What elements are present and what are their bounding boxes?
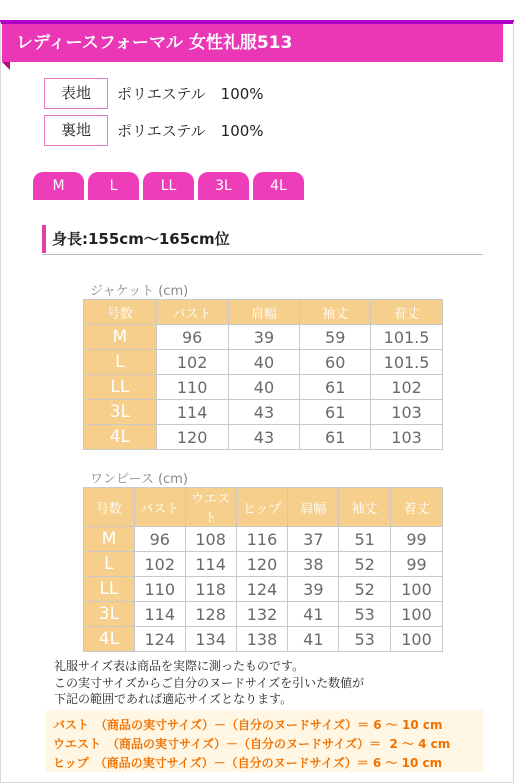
material-label: 裏地 [44,115,108,146]
table-row [84,400,443,425]
measurement-cell: 39 [288,577,339,602]
size-tabs [33,172,308,200]
measurement-cell: 100 [391,577,443,602]
column-header: ヒップ [236,488,288,527]
measurement-cell: 118 [185,577,236,602]
size-cell: 3L [84,400,157,425]
size-cell: 4L [84,627,135,652]
measurement-cell: 38 [288,552,339,577]
measurement-cell: 102 [134,552,185,577]
measurement-cell: 116 [236,527,288,552]
table-row [84,552,443,577]
size-cell: 4L [84,425,157,450]
note-line: 下記の範囲であれば適応サイズとなります。 [54,692,293,706]
measurement-cell: 103 [371,425,443,450]
measurement-cell: 53 [339,627,391,652]
table-row [84,325,443,350]
column-header: バスト [156,300,228,325]
measurement-cell: 40 [228,350,300,375]
measurement-cell: 110 [156,375,228,400]
table-row [84,577,443,602]
column-header: 袖丈 [300,300,371,325]
measurement-cell: 138 [236,627,288,652]
measurement-cell: 39 [228,325,300,350]
size-cell: 3L [84,602,135,627]
measurement-cell: 59 [300,325,371,350]
size-tab-l[interactable]: L [88,172,139,200]
measurement-cell: 41 [288,627,339,652]
measurement-cell: 103 [371,400,443,425]
dress-size-table [83,487,443,652]
table-row [84,350,443,375]
measurement-cell: 99 [391,527,443,552]
measurement-cell: 124 [236,577,288,602]
material-row-outer [44,78,264,109]
divider [42,254,483,255]
measurement-cell: 96 [156,325,228,350]
measurement-cell: 52 [339,577,391,602]
measurement-cell: 100 [391,627,443,652]
size-notes [54,658,364,708]
material-row-lining [44,115,264,146]
table-row [84,375,443,400]
measurement-cell: 134 [185,627,236,652]
measurement-cell: 120 [156,425,228,450]
size-cell: M [84,527,135,552]
jacket-caption: ジャケット (cm) [90,284,189,299]
measurement-cell: 132 [236,602,288,627]
measurement-cell: 124 [134,627,185,652]
size-cell: L [84,552,135,577]
table-row [84,602,443,627]
material-value: ポリエステル 100% [117,85,264,103]
column-header: 袖丈 [339,488,391,527]
measurement-cell: 61 [300,375,371,400]
material-value: ポリエステル 100% [117,122,264,140]
size-cell: M [84,325,157,350]
note-line: この実寸サイズからご自分のヌードサイズを引いた数値が [54,675,365,690]
measurement-cell: 43 [228,400,300,425]
formula-waist: ウエスト （商品の実寸サイズ）－（自分のヌードサイズ）＝ 2 〜 4 cm [53,737,451,751]
measurement-cell: 120 [236,552,288,577]
measurement-cell: 53 [339,602,391,627]
measurement-cell: 114 [134,602,185,627]
column-header: 肩幅 [288,488,339,527]
column-header: 着丈 [391,488,443,527]
jacket-size-table [83,299,443,450]
column-header: ウエスト [185,488,236,527]
formula-hip: ヒップ （商品の実寸サイズ）－（自分のヌードサイズ）＝ 6 〜 10 cm [53,756,443,770]
column-header: 肩幅 [228,300,300,325]
column-header: バスト [134,488,185,527]
measurement-cell: 102 [156,350,228,375]
table-row [84,627,443,652]
measurement-cell: 101.5 [371,325,443,350]
material-label: 表地 [44,78,108,109]
size-cell: L [84,350,157,375]
measurement-cell: 110 [134,577,185,602]
column-header: 着丈 [371,300,443,325]
size-tab-3l[interactable]: 3L [198,172,249,200]
column-header: 号数 [84,300,157,325]
measurement-cell: 100 [391,602,443,627]
measurement-cell: 61 [300,425,371,450]
size-tab-m[interactable]: M [33,172,84,200]
measurement-cell: 52 [339,552,391,577]
measurement-cell: 101.5 [371,350,443,375]
measurement-cell: 96 [134,527,185,552]
table-row [84,425,443,450]
header-fold [2,62,10,70]
measurement-cell: 114 [185,552,236,577]
measurement-cell: 40 [228,375,300,400]
measurement-cell: 102 [371,375,443,400]
measurement-cell: 41 [288,602,339,627]
size-tab-4l[interactable]: 4L [253,172,304,200]
measurement-cell: 37 [288,527,339,552]
table-row [84,527,443,552]
column-header: 号数 [84,488,135,527]
size-cell: LL [84,577,135,602]
measurement-cell: 43 [228,425,300,450]
measurement-cell: 99 [391,552,443,577]
page-title: レディースフォーマル 女性礼服513 [2,24,503,62]
size-cell: LL [84,375,157,400]
measurement-cell: 108 [185,527,236,552]
measurement-cell: 128 [185,602,236,627]
measurement-cell: 60 [300,350,371,375]
note-line: 礼服サイズ表は商品を実際に測ったものです。 [54,659,305,673]
height-heading: 身長:155cm〜165cm位 [42,225,230,253]
measurement-cell: 114 [156,400,228,425]
measurement-cell: 51 [339,527,391,552]
measurement-cell: 61 [300,400,371,425]
formula-bust: バスト （商品の実寸サイズ）－（自分のヌードサイズ）＝ 6 〜 10 cm [53,718,443,732]
size-tab-ll[interactable]: LL [143,172,194,200]
dress-caption: ワンピース (cm) [90,472,188,487]
